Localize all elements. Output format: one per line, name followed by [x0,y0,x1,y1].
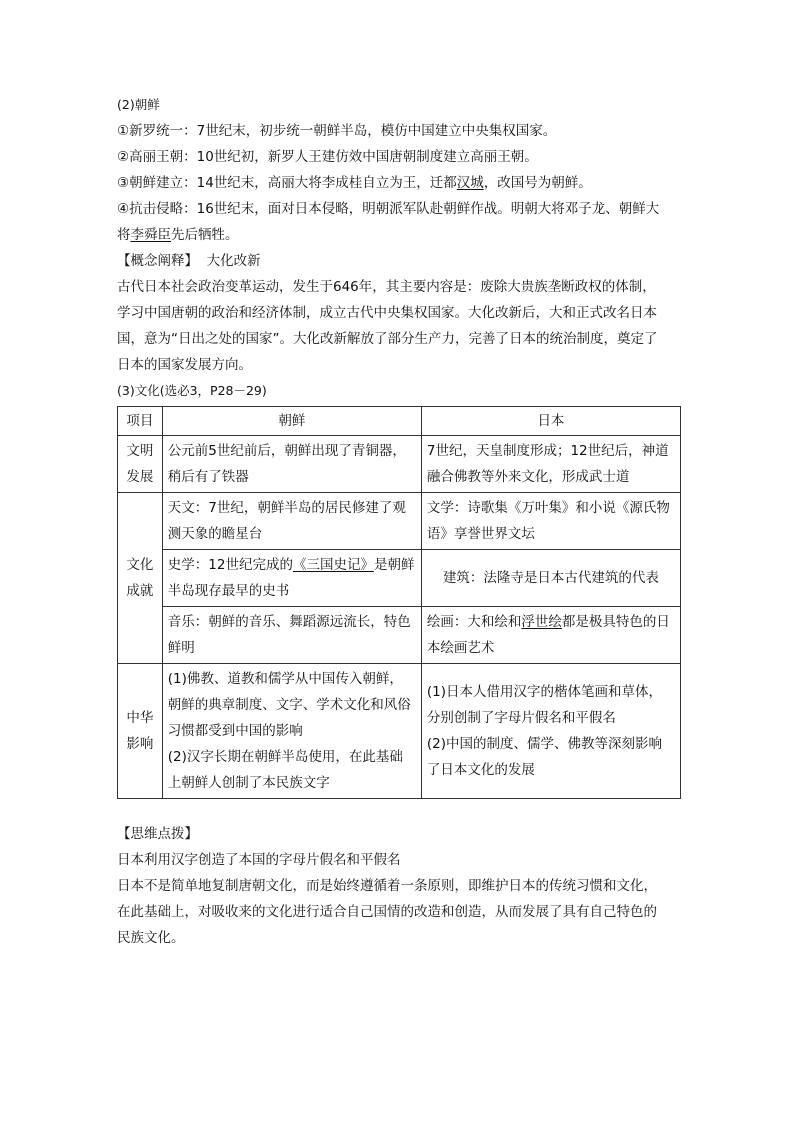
cell-japan-civilization: 7世纪，天皇制度形成；12世纪后，神道融合佛教等外来文化，形成武士道 [421,436,680,493]
concept-line-3: 国，意为“日出之处的国家”。大化改新解放了部分生产力，完善了日本的统治制度，奠定了 [117,331,658,347]
table-row-achievement-astronomy [118,493,681,550]
japan-influence-1: (1)日本人借用汉字的楷体笔画和草体，分别创制了字母片假名和平假名 [426,684,662,726]
thinking-line-4: 民族文化。 [117,930,185,946]
cell-korea-history [162,550,421,607]
concept-line-1: 古代日本社会政治变革运动，发生于646年，其主要内容是：废除大贵族垄断政权的体制， [117,279,656,295]
history-text: 史学：12世纪完成的 [167,557,293,573]
item-joseon-founding [117,170,682,196]
samguk-sagi-underlined: 《三国史记》 [292,557,374,573]
ukiyo-e-underlined: 浮世绘 [521,614,562,630]
table-header-row [118,407,681,436]
painting-text-end: 都是极具特色的日本绘画艺术 [426,614,670,656]
header-item: 项目 [118,407,163,436]
row-label-part: 文化 [126,557,154,573]
item-resist-invasion-line1: ④抗击侵略：16世纪末，面对日本侵略，明朝派军队赴朝鲜作战。明朝大将邓子龙、朝鲜大 [117,201,660,217]
row-label-part: 成就 [126,583,154,599]
item-joseon-text: ③朝鲜建立：14世纪末，高丽大将李成桂自立为王，迁都 [117,175,457,191]
yi-sun-sin-underlined: 李舜臣 [130,227,171,243]
thinking-line-3: 在此基础上，对吸收来的文化进行适合自己国情的改造和创造，从而发展了具有自己特色的 [117,904,657,920]
painting-text: 绘画：大和绘和 [426,614,522,630]
header-korea: 朝鲜 [162,407,421,436]
culture-comparison-table [117,406,681,799]
row-label-part: 中华 [126,710,154,726]
table-row-achievement-arts [118,607,681,664]
cell-korea-music: 音乐：朝鲜的音乐、舞蹈源远流长，特色鲜明 [162,607,421,664]
concept-heading [117,248,682,274]
cell-korea-astronomy: 天文：7世纪，朝鲜半岛的居民修建了观测天象的瞻星台 [162,493,421,550]
item-resist-text: 将 [117,227,131,243]
history-text-end: 是朝鲜半岛现存最早的史书 [167,557,415,599]
concept-topic: 大化改新 [206,253,261,269]
row-label-achievement [118,493,163,664]
row-label-influence [118,664,163,799]
row-label-part: 文明 [126,443,154,459]
cell-korea-influence [162,664,421,799]
row-label-part: 发展 [126,469,154,485]
item-resist-invasion-line2 [117,222,682,248]
table-row-achievement-history [118,550,681,607]
cell-japan-literature: 文学：诗歌集《万叶集》和小说《源氏物语》享誉世界文坛 [421,493,680,550]
header-japan: 日本 [421,407,680,436]
item-silla-unification: ①新罗统一：7世纪末，初步统一朝鲜半岛，模仿中国建立中央集权国家。 [117,123,557,139]
item-goryeo-dynasty: ②高丽王朝：10世纪初，新罗人王建仿效中国唐朝制度建立高丽王朝。 [117,149,538,165]
section-2-title: (2)朝鲜 [117,97,160,112]
japan-influence-2: (2)中国的制度、儒学、佛教等深刻影响了日本文化的发展 [426,736,662,778]
item-joseon-text-end: ，改国号为朝鲜。 [483,175,592,191]
row-label-civilization [118,436,163,493]
item-resist-text-end: 先后牺牲。 [171,227,239,243]
hanseong-underlined: 汉城 [456,175,484,191]
table-row-civilization [118,436,681,493]
section-3-title: (3)文化(选必3，P28－29) [117,383,267,398]
thinking-label: 【思维点拨】 [117,826,198,842]
cell-japan-architecture: 建筑：法隆寺是日本古代建筑的代表 [421,550,680,607]
cell-japan-painting [421,607,680,664]
thinking-line-2: 日本不是简单地复制唐朝文化，而是始终遵循着一条原则，即维护日本的传统习惯和文化， [117,878,657,894]
concept-line-2: 学习中国唐朝的政治和经济体制，成立古代中央集权国家。大化改新后，大和正式改名日本 [117,305,657,321]
thinking-line-1: 日本利用汉字创造了本国的字母片假名和平假名 [117,852,401,868]
table-row-chinese-influence [118,664,681,799]
cell-japan-influence [421,664,680,799]
korea-influence-2: (2)汉字长期在朝鲜半岛使用，在此基础上朝鲜人创制了本民族文字 [167,749,403,791]
korea-influence-1: (1)佛教、道教和儒学从中国传入朝鲜，朝鲜的典章制度、文字、学术文化和风俗习惯都受到中国的影响 [167,671,411,739]
document-page [117,92,682,951]
concept-label: 【概念阐释】 [117,253,198,269]
cell-korea-civilization: 公元前5世纪前后，朝鲜出现了青铜器，稍后有了铁器 [162,436,421,493]
concept-line-4: 日本的国家发展方向。 [117,357,252,373]
row-label-part: 影响 [126,736,154,752]
